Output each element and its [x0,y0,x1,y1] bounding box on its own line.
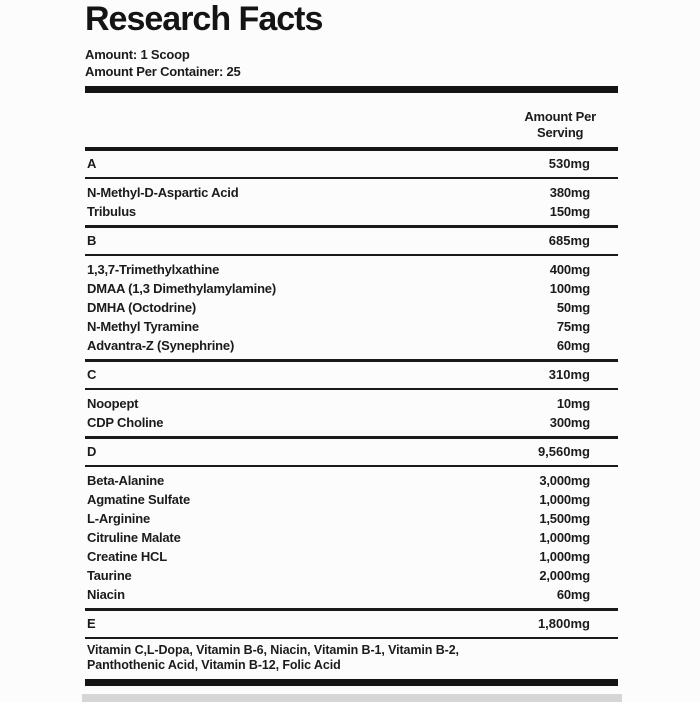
ingredient-name: Creatine HCL [87,549,167,564]
section-total: 9,560mg [537,444,590,459]
ingredient-row [85,585,618,604]
ingredient-row [85,413,618,432]
ingredient-row [85,490,618,509]
ingredient-amount: 1,000mg [539,530,590,545]
ingredient-name: Tribulus [87,204,136,219]
ingredient-name: 1,3,7-Trimethylxathine [87,262,220,277]
research-facts-label [85,2,618,686]
footnote [85,639,618,679]
ingredient-amount: 1,000mg [539,549,590,564]
ingredient-name: DMAA (1,3 Dimethylamylamine) [87,281,276,296]
ingredient-amount: 50mg [556,300,590,315]
ingredient-amount: 400mg [549,262,590,277]
amount-per-serving-header [524,109,596,141]
section-total: 685mg [548,233,590,248]
header-divider-bar [85,86,618,93]
ingredient-name: Agmatine Sulfate [87,492,190,507]
serving-amount: Amount: 1 Scoop [85,47,190,62]
ingredient-amount: 100mg [549,281,590,296]
ingredient-name: Beta-Alanine [87,473,165,488]
ingredient-row [85,202,618,221]
ingredient-group [85,179,618,228]
ingredient-amount: 75mg [556,319,590,334]
ingredient-row [85,471,618,490]
ingredient-group [85,390,618,439]
section-header-row [85,439,618,467]
ingredient-name: N-Methyl Tyramine [87,319,199,334]
ingredient-amount: 1,500mg [539,511,590,526]
ingredient-amount: 10mg [556,396,590,411]
ingredient-row [85,528,618,547]
ingredient-name: Advantra-Z (Synephrine) [87,338,235,353]
ingredient-amount: 300mg [549,415,590,430]
ingredient-name: Niacin [87,587,125,602]
section-header-row [85,228,618,256]
section-header-row [85,611,618,639]
section-header-row [85,151,618,179]
section-total: 530mg [548,156,590,171]
column-header-line2: Serving [537,125,584,140]
ingredient-row [85,279,618,298]
bottom-gray-bar [82,694,622,702]
ingredient-row [85,298,618,317]
section-code: C [87,367,97,382]
ingredient-amount: 2,000mg [539,568,590,583]
ingredient-amount: 1,000mg [539,492,590,507]
section-code: B [87,233,97,248]
ingredient-row [85,336,618,355]
footer-divider-bar [85,679,618,686]
section-code: A [87,156,97,171]
ingredient-amount: 60mg [556,338,590,353]
ingredient-name: DMHA (Octodrine) [87,300,196,315]
ingredient-name: Noopept [87,396,139,411]
page-title: Research Facts [85,0,323,38]
ingredient-amount: 380mg [549,185,590,200]
ingredient-name: Taurine [87,568,132,583]
column-header [85,93,618,151]
ingredient-amount: 60mg [556,587,590,602]
ingredient-row [85,394,618,413]
ingredient-group [85,256,618,362]
footnote-line1: Vitamin C,L-Dopa, Vitamin B-6, Niacin, Vitamin B-1, Vitamin B-2, [87,643,459,657]
section-header-row [85,362,618,390]
ingredient-row [85,183,618,202]
section-code: E [87,616,96,631]
section-code: D [87,444,97,459]
ingredient-amount: 3,000mg [539,473,590,488]
ingredient-name: L-Arginine [87,511,150,526]
footnote-line2: Panthothenic Acid, Vitamin B-12, Folic Acid [87,658,341,672]
section-total: 1,800mg [537,616,590,631]
ingredient-row [85,547,618,566]
ingredient-row [85,566,618,585]
amount-per-container: Amount Per Container: 25 [85,64,241,79]
ingredient-name: Citruline Malate [87,530,181,545]
ingredient-row [85,260,618,279]
ingredient-name: CDP Choline [87,415,164,430]
ingredient-name: N-Methyl-D-Aspartic Acid [87,185,239,200]
ingredient-row [85,509,618,528]
ingredient-amount: 150mg [549,204,590,219]
serving-info [85,46,618,80]
section-total: 310mg [548,367,590,382]
ingredient-row [85,317,618,336]
facts-table [85,151,618,639]
column-header-line1: Amount Per [524,109,596,124]
ingredient-group [85,467,618,611]
